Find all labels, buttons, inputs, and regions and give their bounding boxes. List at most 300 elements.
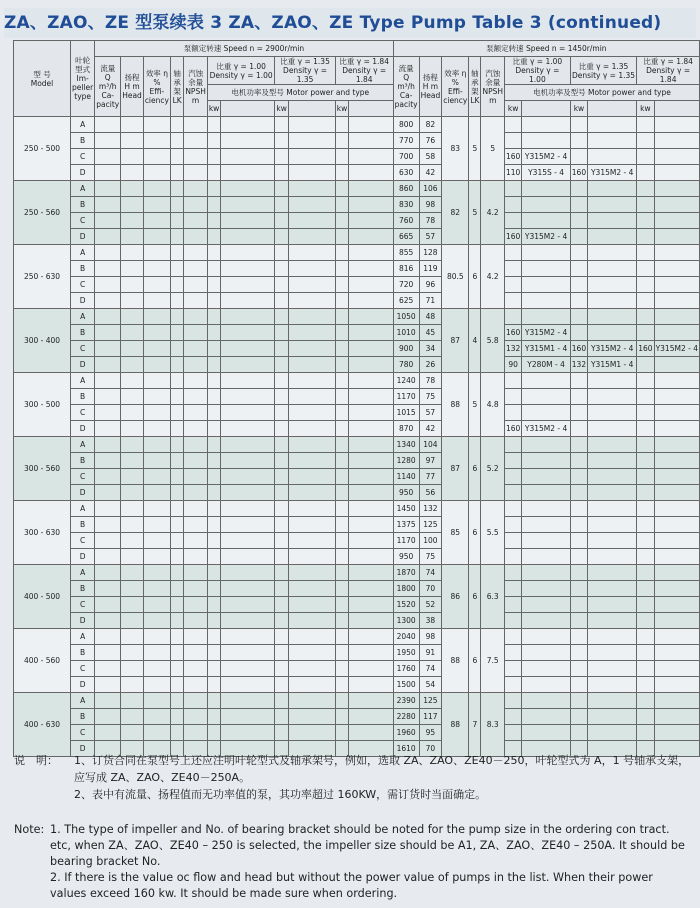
model-cell: 400 - 560 xyxy=(14,629,71,693)
empty-cell xyxy=(288,341,335,357)
impeller-cell: C xyxy=(71,149,95,165)
empty-cell xyxy=(221,149,275,165)
empty-cell xyxy=(143,581,170,597)
kw-cell xyxy=(505,725,522,741)
head-cell: 42 xyxy=(419,421,442,437)
motor-type-cell xyxy=(654,437,699,453)
empty-cell xyxy=(335,581,348,597)
motor-type-cell xyxy=(588,277,637,293)
empty-cell xyxy=(335,277,348,293)
empty-cell xyxy=(170,309,183,325)
efficiency-cell: 87 xyxy=(442,309,469,373)
head-cell: 117 xyxy=(419,709,442,725)
head-cell: 57 xyxy=(419,405,442,421)
kw-cell xyxy=(637,357,654,373)
efficiency-cell: 88 xyxy=(442,693,469,757)
empty-cell xyxy=(170,197,183,213)
empty-cell xyxy=(207,565,220,581)
head-cell: 104 xyxy=(419,437,442,453)
flow-cell: 1520 xyxy=(393,597,419,613)
motor-type-cell xyxy=(588,725,637,741)
empty-cell xyxy=(349,661,393,677)
empty-cell xyxy=(275,581,288,597)
motor-type-cell: Y315M1 - 4 xyxy=(588,357,637,373)
kw-header: kw xyxy=(570,101,587,117)
empty-cell xyxy=(275,373,288,389)
motor-type-cell xyxy=(522,549,570,565)
empty-cell xyxy=(335,645,348,661)
npsh-cell: 5.5 xyxy=(481,501,505,565)
motor-type-cell: Y315M2 - 4 xyxy=(588,341,637,357)
kw-cell xyxy=(570,389,587,405)
head-cell: 52 xyxy=(419,597,442,613)
kw-cell xyxy=(570,197,587,213)
motor-type-cell xyxy=(654,117,699,133)
kw-cell xyxy=(505,629,522,645)
kw-cell xyxy=(570,293,587,309)
empty-cell xyxy=(275,693,288,709)
motor-type-cell xyxy=(522,629,570,645)
motor-type-cell xyxy=(522,309,570,325)
model-cell: 400 - 630 xyxy=(14,693,71,757)
empty-cell xyxy=(221,629,275,645)
impeller-cell: B xyxy=(71,389,95,405)
empty-cell xyxy=(349,197,393,213)
empty-cell xyxy=(121,629,144,645)
empty-cell xyxy=(288,181,335,197)
flow-cell: 770 xyxy=(393,133,419,149)
empty-cell xyxy=(95,517,121,533)
empty-cell xyxy=(184,693,208,709)
flow-cell: 700 xyxy=(393,149,419,165)
kw-cell xyxy=(637,437,654,453)
kw-cell xyxy=(505,565,522,581)
kw-cell xyxy=(505,517,522,533)
empty-cell xyxy=(121,229,144,245)
head-cell: 54 xyxy=(419,677,442,693)
empty-cell xyxy=(275,133,288,149)
empty-cell xyxy=(221,453,275,469)
empty-cell xyxy=(95,165,121,181)
bearing-cell: 6 xyxy=(469,565,481,629)
empty-cell xyxy=(184,181,208,197)
empty-cell xyxy=(335,693,348,709)
impeller-cell: B xyxy=(71,709,95,725)
table-row xyxy=(14,341,700,357)
empty-cell xyxy=(170,261,183,277)
table-row xyxy=(14,677,700,693)
kw-cell xyxy=(505,117,522,133)
empty-cell xyxy=(143,293,170,309)
empty-cell xyxy=(170,677,183,693)
motor-type-cell xyxy=(522,709,570,725)
empty-cell xyxy=(275,469,288,485)
empty-cell xyxy=(184,149,208,165)
impeller-cell: C xyxy=(71,533,95,549)
kw-cell xyxy=(505,709,522,725)
empty-cell xyxy=(275,709,288,725)
empty-cell xyxy=(349,469,393,485)
kw-cell xyxy=(570,549,587,565)
empty-cell xyxy=(170,245,183,261)
empty-cell xyxy=(288,709,335,725)
empty-cell xyxy=(207,501,220,517)
empty-cell xyxy=(184,405,208,421)
efficiency-cell: 88 xyxy=(442,629,469,693)
empty-cell xyxy=(121,261,144,277)
flow-cell: 800 xyxy=(393,117,419,133)
empty-cell xyxy=(95,725,121,741)
flow-header: 流量 Q m³/h Ca-pacity xyxy=(95,57,121,117)
motor-type-cell xyxy=(654,373,699,389)
motor-type-cell xyxy=(654,133,699,149)
efficiency-cell: 80.5 xyxy=(442,245,469,309)
kw-cell xyxy=(505,469,522,485)
kw-cell xyxy=(570,421,587,437)
empty-cell xyxy=(221,357,275,373)
empty-cell xyxy=(184,549,208,565)
empty-cell xyxy=(143,613,170,629)
empty-cell xyxy=(349,613,393,629)
empty-cell xyxy=(95,469,121,485)
empty-cell xyxy=(95,613,121,629)
motor-type-cell: Y315M2 - 4 xyxy=(654,341,699,357)
empty-cell xyxy=(349,709,393,725)
kw-cell xyxy=(637,661,654,677)
empty-cell xyxy=(275,485,288,501)
empty-cell xyxy=(221,613,275,629)
empty-cell xyxy=(143,661,170,677)
flow-cell: 2390 xyxy=(393,693,419,709)
empty-cell xyxy=(288,229,335,245)
motor-type-cell xyxy=(522,293,570,309)
motor-type-cell xyxy=(654,261,699,277)
motor-type-cell xyxy=(522,373,570,389)
motor-type-cell xyxy=(588,485,637,501)
empty-cell xyxy=(288,389,335,405)
kw-cell xyxy=(637,549,654,565)
empty-cell xyxy=(275,261,288,277)
empty-cell xyxy=(170,565,183,581)
speed-2900-header: 泵额定转速 Speed n = 2900r/min xyxy=(95,41,393,57)
motor-type-cell: Y315S - 4 xyxy=(522,165,570,181)
npsh-cell: 6.3 xyxy=(481,565,505,629)
kw-cell xyxy=(505,453,522,469)
motor-type-cell xyxy=(522,277,570,293)
empty-cell xyxy=(184,613,208,629)
flow-header: 流量 Q m³/h Ca-pacity xyxy=(393,57,419,117)
motor-type-cell xyxy=(654,213,699,229)
motor-type-cell xyxy=(588,709,637,725)
empty-cell xyxy=(288,453,335,469)
empty-cell xyxy=(184,709,208,725)
empty-cell xyxy=(170,341,183,357)
empty-cell xyxy=(221,677,275,693)
empty-cell xyxy=(121,405,144,421)
empty-cell xyxy=(184,517,208,533)
motor-type-cell xyxy=(654,421,699,437)
empty-cell xyxy=(207,421,220,437)
empty-cell xyxy=(184,309,208,325)
note-cn-1 xyxy=(14,752,690,786)
motor-type-cell xyxy=(588,597,637,613)
empty-cell xyxy=(275,549,288,565)
empty-cell xyxy=(335,677,348,693)
kw-cell: 160 xyxy=(637,341,654,357)
head-cell: 42 xyxy=(419,165,442,181)
head-cell: 74 xyxy=(419,661,442,677)
empty-cell xyxy=(288,613,335,629)
table-body xyxy=(14,117,700,757)
model-cell: 250 - 630 xyxy=(14,245,71,309)
motor-type-cell xyxy=(588,565,637,581)
empty-cell xyxy=(121,485,144,501)
empty-cell xyxy=(335,501,348,517)
empty-cell xyxy=(335,293,348,309)
motor-type-cell xyxy=(654,517,699,533)
motor-type-cell xyxy=(654,181,699,197)
empty-cell xyxy=(335,437,348,453)
empty-cell xyxy=(335,341,348,357)
impeller-cell: A xyxy=(71,501,95,517)
note-en-2 xyxy=(14,870,690,902)
empty-cell xyxy=(95,373,121,389)
kw-cell xyxy=(637,293,654,309)
flow-cell: 625 xyxy=(393,293,419,309)
empty-cell xyxy=(207,693,220,709)
motor-type-cell xyxy=(654,277,699,293)
flow-cell: 950 xyxy=(393,485,419,501)
empty-cell xyxy=(335,533,348,549)
empty-cell xyxy=(288,325,335,341)
empty-cell xyxy=(221,533,275,549)
empty-cell xyxy=(143,469,170,485)
empty-cell xyxy=(275,437,288,453)
empty-cell xyxy=(288,645,335,661)
empty-cell xyxy=(349,645,393,661)
impeller-cell: D xyxy=(71,613,95,629)
empty-cell xyxy=(335,149,348,165)
empty-cell xyxy=(170,453,183,469)
empty-cell xyxy=(121,549,144,565)
motor-type-cell xyxy=(654,533,699,549)
empty-cell xyxy=(170,437,183,453)
head-cell: 128 xyxy=(419,245,442,261)
kw-cell xyxy=(570,245,587,261)
kw-cell xyxy=(505,597,522,613)
empty-cell xyxy=(288,197,335,213)
empty-cell xyxy=(121,373,144,389)
head-cell: 82 xyxy=(419,117,442,133)
empty-cell xyxy=(335,229,348,245)
motor-type-cell xyxy=(588,501,637,517)
empty-cell xyxy=(275,213,288,229)
empty-cell xyxy=(275,181,288,197)
table-row xyxy=(14,405,700,421)
motor-type-cell xyxy=(654,613,699,629)
kw-cell: 160 xyxy=(505,421,522,437)
bearing-cell: 6 xyxy=(469,245,481,309)
impeller-cell: A xyxy=(71,437,95,453)
empty-cell xyxy=(207,597,220,613)
flow-cell: 1760 xyxy=(393,661,419,677)
motor-type-cell xyxy=(588,693,637,709)
head-cell: 58 xyxy=(419,149,442,165)
empty-cell xyxy=(170,645,183,661)
empty-cell xyxy=(170,469,183,485)
impeller-cell: D xyxy=(71,549,95,565)
motor-type-cell: Y315M2 - 4 xyxy=(522,325,570,341)
empty-cell xyxy=(275,245,288,261)
empty-cell xyxy=(95,421,121,437)
empty-cell xyxy=(121,677,144,693)
table-row xyxy=(14,149,700,165)
impeller-cell: C xyxy=(71,725,95,741)
empty-cell xyxy=(143,629,170,645)
empty-cell xyxy=(170,613,183,629)
empty-cell xyxy=(143,389,170,405)
note-cn-2 xyxy=(14,786,690,803)
empty-cell xyxy=(207,453,220,469)
npsh-cell: 4.8 xyxy=(481,373,505,437)
kw-cell xyxy=(505,261,522,277)
kw-cell xyxy=(637,485,654,501)
kw-cell xyxy=(637,309,654,325)
kw-cell xyxy=(570,181,587,197)
empty-cell xyxy=(95,341,121,357)
kw-cell xyxy=(505,293,522,309)
empty-cell xyxy=(349,693,393,709)
empty-cell xyxy=(184,357,208,373)
empty-cell xyxy=(121,693,144,709)
empty-cell xyxy=(221,517,275,533)
empty-cell xyxy=(184,325,208,341)
head-cell: 45 xyxy=(419,325,442,341)
notes-english xyxy=(14,822,690,902)
empty-cell xyxy=(184,245,208,261)
empty-cell xyxy=(143,533,170,549)
motor-type-cell xyxy=(522,485,570,501)
empty-cell xyxy=(143,277,170,293)
empty-cell xyxy=(275,325,288,341)
kw-cell xyxy=(637,133,654,149)
flow-cell: 1950 xyxy=(393,645,419,661)
empty-cell xyxy=(184,389,208,405)
empty-cell xyxy=(184,229,208,245)
empty-cell xyxy=(170,213,183,229)
head-cell: 75 xyxy=(419,549,442,565)
motor-type-cell xyxy=(522,725,570,741)
model-cell: 250 - 500 xyxy=(14,117,71,181)
kw-cell: 160 xyxy=(505,325,522,341)
flow-cell: 1140 xyxy=(393,469,419,485)
motor-type-cell xyxy=(588,309,637,325)
impeller-cell: B xyxy=(71,581,95,597)
empty-cell xyxy=(143,501,170,517)
empty-cell xyxy=(184,421,208,437)
empty-cell xyxy=(335,197,348,213)
empty-cell xyxy=(221,597,275,613)
empty-cell xyxy=(349,117,393,133)
empty-cell xyxy=(335,453,348,469)
empty-cell xyxy=(184,213,208,229)
kw-cell xyxy=(637,709,654,725)
empty-cell xyxy=(335,373,348,389)
impeller-header-cn: 叶轮型式 xyxy=(75,56,91,74)
efficiency-cell: 87 xyxy=(442,437,469,501)
empty-cell xyxy=(143,549,170,565)
empty-cell xyxy=(121,181,144,197)
empty-cell xyxy=(170,117,183,133)
empty-cell xyxy=(143,597,170,613)
npsh-cell: 4.2 xyxy=(481,181,505,245)
empty-cell xyxy=(95,245,121,261)
empty-cell xyxy=(184,165,208,181)
empty-cell xyxy=(170,533,183,549)
motor-header: 电机功率及型号 Motor power and type xyxy=(207,85,393,101)
kw-cell xyxy=(637,277,654,293)
empty-cell xyxy=(349,149,393,165)
empty-cell xyxy=(335,405,348,421)
motor-type-cell xyxy=(588,245,637,261)
impeller-cell: A xyxy=(71,373,95,389)
npsh-cell: 5.2 xyxy=(481,437,505,501)
empty-cell xyxy=(349,533,393,549)
empty-cell xyxy=(207,181,220,197)
empty-cell xyxy=(143,373,170,389)
empty-cell xyxy=(335,245,348,261)
kw-cell xyxy=(637,517,654,533)
empty-cell xyxy=(275,453,288,469)
empty-cell xyxy=(335,565,348,581)
empty-cell xyxy=(170,133,183,149)
empty-cell xyxy=(143,197,170,213)
kw-cell xyxy=(637,453,654,469)
empty-cell xyxy=(207,309,220,325)
empty-cell xyxy=(170,389,183,405)
table-row xyxy=(14,613,700,629)
motor-type-cell xyxy=(588,149,637,165)
flow-cell: 1610 xyxy=(393,741,419,757)
flow-cell: 780 xyxy=(393,357,419,373)
note-cn-2-text: 2、表中有流量、扬程值而无功率值的泵，其功率超过 160KW，需订货时当面确定。 xyxy=(74,788,487,801)
impeller-cell: B xyxy=(71,453,95,469)
table-row xyxy=(14,693,700,709)
empty-cell xyxy=(349,309,393,325)
efficiency-cell: 82 xyxy=(442,181,469,245)
empty-cell xyxy=(335,597,348,613)
empty-cell xyxy=(95,261,121,277)
empty-cell xyxy=(349,357,393,373)
motor-type-cell: Y315M2 - 4 xyxy=(522,421,570,437)
motor-type-cell xyxy=(522,597,570,613)
head-cell: 77 xyxy=(419,469,442,485)
flow-cell: 1015 xyxy=(393,405,419,421)
kw-cell xyxy=(637,581,654,597)
head-header: 扬程 H m Head xyxy=(419,57,442,117)
flow-cell: 1870 xyxy=(393,565,419,581)
motor-type-cell xyxy=(588,517,637,533)
empty-cell xyxy=(288,165,335,181)
note-en-1 xyxy=(14,822,690,870)
head-cell: 125 xyxy=(419,693,442,709)
impeller-cell: D xyxy=(71,357,95,373)
kw-header: kw xyxy=(207,101,220,117)
density-1-00-header: 比重 γ = 1.00 Density γ = 1.00 xyxy=(505,57,571,85)
table-row xyxy=(14,261,700,277)
empty-cell xyxy=(349,421,393,437)
kw-cell xyxy=(637,213,654,229)
